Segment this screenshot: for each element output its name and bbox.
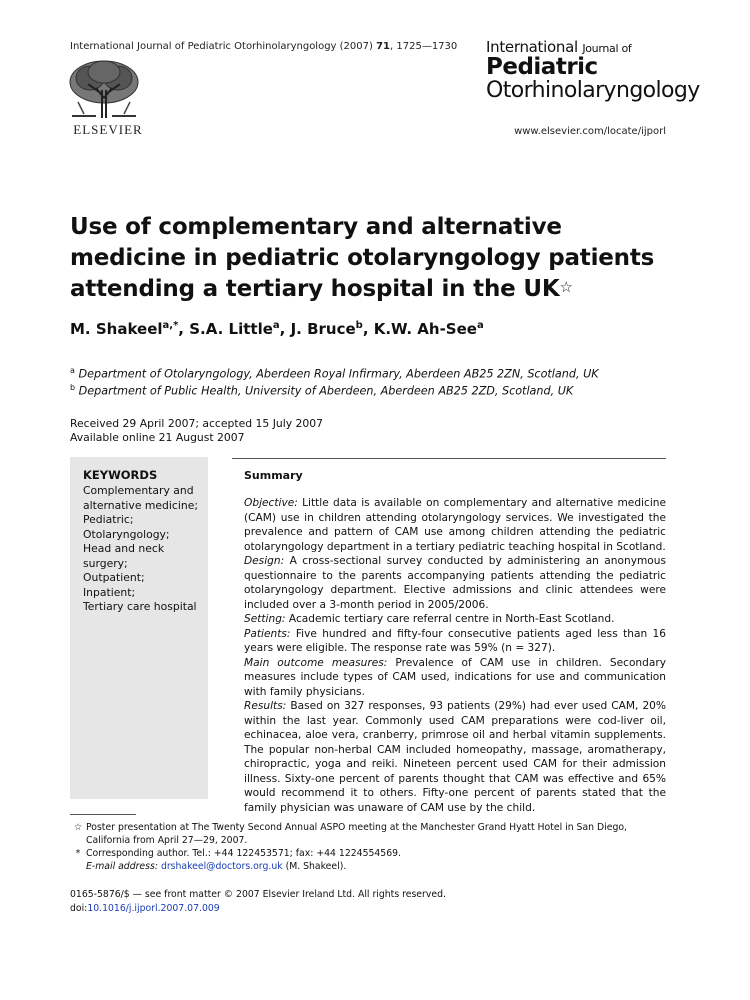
journal-logo-line3: Otorhinolaryngology: [486, 78, 700, 103]
summary-heading: Summary: [244, 469, 303, 482]
keywords-box: [70, 457, 208, 799]
summary-section: Results: Based on 327 responses, 93 patients (29%) had ever used CAM, 20% within the last year. Commonly used CAM preparations were cod-liver oil, echinacea, aloe vera, cranberry, primrose oil and herbal vitamin supplements. The popular non-herbal CAM included homeopathy, massage, aromatherapy, chiropractic, yoga and reiki. Nineteen percent used CAM for their admission illness. Sixty-one percent of parents thought that CAM was effective and 65% would recommend it to others. Fifty-one percent of parents stated that the family physician was unaware of CAM use by the child.: [244, 700, 666, 814]
received-date: Received 29 April 2007; accepted 15 July 2007: [70, 417, 324, 430]
journal-url-link[interactable]: www.elsevier.com/locate/ijporl: [514, 126, 666, 137]
journal-citation: International Journal of Pediatric Otorhinolaryngology (2007) 71, 1725—1730: [70, 41, 458, 52]
author-affiliation-mark[interactable]: a: [272, 320, 280, 331]
article-title: Use of complementary and alternative medicine in pediatric otolaryngology patients attending a tertiary hospital in the UK☆: [70, 214, 655, 302]
journal-logo-line1b: Journal of: [582, 42, 632, 55]
footnote-divider: [70, 814, 136, 815]
summary-section: Setting: Academic tertiary care referral centre in North-East Scotland.: [244, 613, 615, 625]
author-name: S.A. Little: [189, 320, 273, 338]
keyword-item: Inpatient;: [83, 585, 136, 599]
affiliation: $^a$ Department of Otolaryngology, Aberdeen Royal Infirmary, Aberdeen AB25 2ZN, Scotland, UK: [70, 366, 599, 381]
available-date: Available online 21 August 2007: [70, 431, 245, 444]
author-name: J. Bruce: [290, 320, 356, 338]
summary-section: Design: A cross-sectional survey conducted by administering an anonymous questionnaire to the parents accompanying patients attending the pediatric otolaryngology department. Elective admissions and clinic attendees were included over a 3-month period in 2005/2006.: [244, 555, 666, 611]
publisher-name: ELSEVIER: [73, 122, 143, 137]
email-link[interactable]: drshakeel@doctors.org.uk: [160, 861, 283, 872]
journal-logo-line2: Pediatric: [486, 54, 598, 80]
summary-body: [244, 496, 666, 815]
footnotes: [70, 821, 672, 873]
journal-logo-line1a: International: [486, 38, 578, 56]
summary-section: Main outcome measures: Prevalence of CAM use in children. Secondary measures include types of CAM used, indications for use and communication with family physicians.: [244, 656, 666, 698]
keyword-item: Outpatient;: [83, 571, 145, 584]
footnote-corresponding-author: * Corresponding author. Tel.: +44 122453571; fax: +44 1224554569.: [75, 848, 402, 859]
doi-link[interactable]: 10.1016/j.ijporl.2007.07.009: [87, 902, 220, 914]
author-name: M. Shakeel: [70, 320, 163, 338]
doi-line: doi:10.1016/j.ijporl.2007.07.009: [70, 902, 220, 914]
summary-section: Objective: Little data is available on complementary and alternative medicine (CAM) use in children attending otolaryngology services. We investigated the prevalence and pattern of CAM use among children attending the pediatric otolaryngology department in a tertiary pediatric teaching hospital in Scotland.: [244, 497, 666, 553]
journal-logo[interactable]: [486, 40, 700, 102]
title-footnote-mark[interactable]: ☆: [559, 278, 573, 296]
author-list: M. Shakeel$^{a,*}$, S.A. Little$^a$, J. Bruce$^b$, K.W. Ah-See$^a$: [70, 320, 484, 338]
copyright-block: [70, 888, 446, 915]
footnote-presentation: ☆ Poster presentation at The Twenty Second Annual ASPO meeting at the Manchester Grand Hyatt Hotel in San Diego, California from April 27—29, 2007.: [73, 822, 628, 846]
keyword-item: Pediatric;: [83, 513, 134, 526]
keyword-item: Otolaryngology;: [83, 527, 170, 541]
keywords-heading: KEYWORDS: [83, 468, 158, 482]
keywords-list: [83, 484, 205, 615]
elsevier-tree-logo: [66, 58, 142, 120]
footnote-email: E-mail address: drshakeel@doctors.org.uk (M. Shakeel).: [86, 861, 347, 872]
copyright-line: 0165-5876/$ — see front matter © 2007 Elsevier Ireland Ltd. All rights reserved.: [70, 889, 446, 900]
author-affiliation-mark[interactable]: a: [476, 320, 484, 331]
author-name: K.W. Ah-See: [373, 320, 477, 338]
summary-section: Patients: Five hundred and fifty-four consecutive patients aged less than 16 years were eligible. The response rate was 59% (n = 327).: [244, 627, 666, 654]
summary-divider: [232, 458, 666, 459]
keyword-item: Complementary and alternative medicine;: [83, 484, 198, 512]
author-affiliation-mark[interactable]: a,*: [162, 320, 179, 331]
author-affiliation-mark[interactable]: b: [355, 320, 363, 331]
keyword-item: Tertiary care hospital: [83, 600, 197, 613]
keyword-item: Head and neck surgery;: [83, 542, 165, 570]
affiliation: $^b$ Department of Public Health, University of Aberdeen, Aberdeen AB25 2ZD, Scotland, UK: [70, 383, 574, 398]
